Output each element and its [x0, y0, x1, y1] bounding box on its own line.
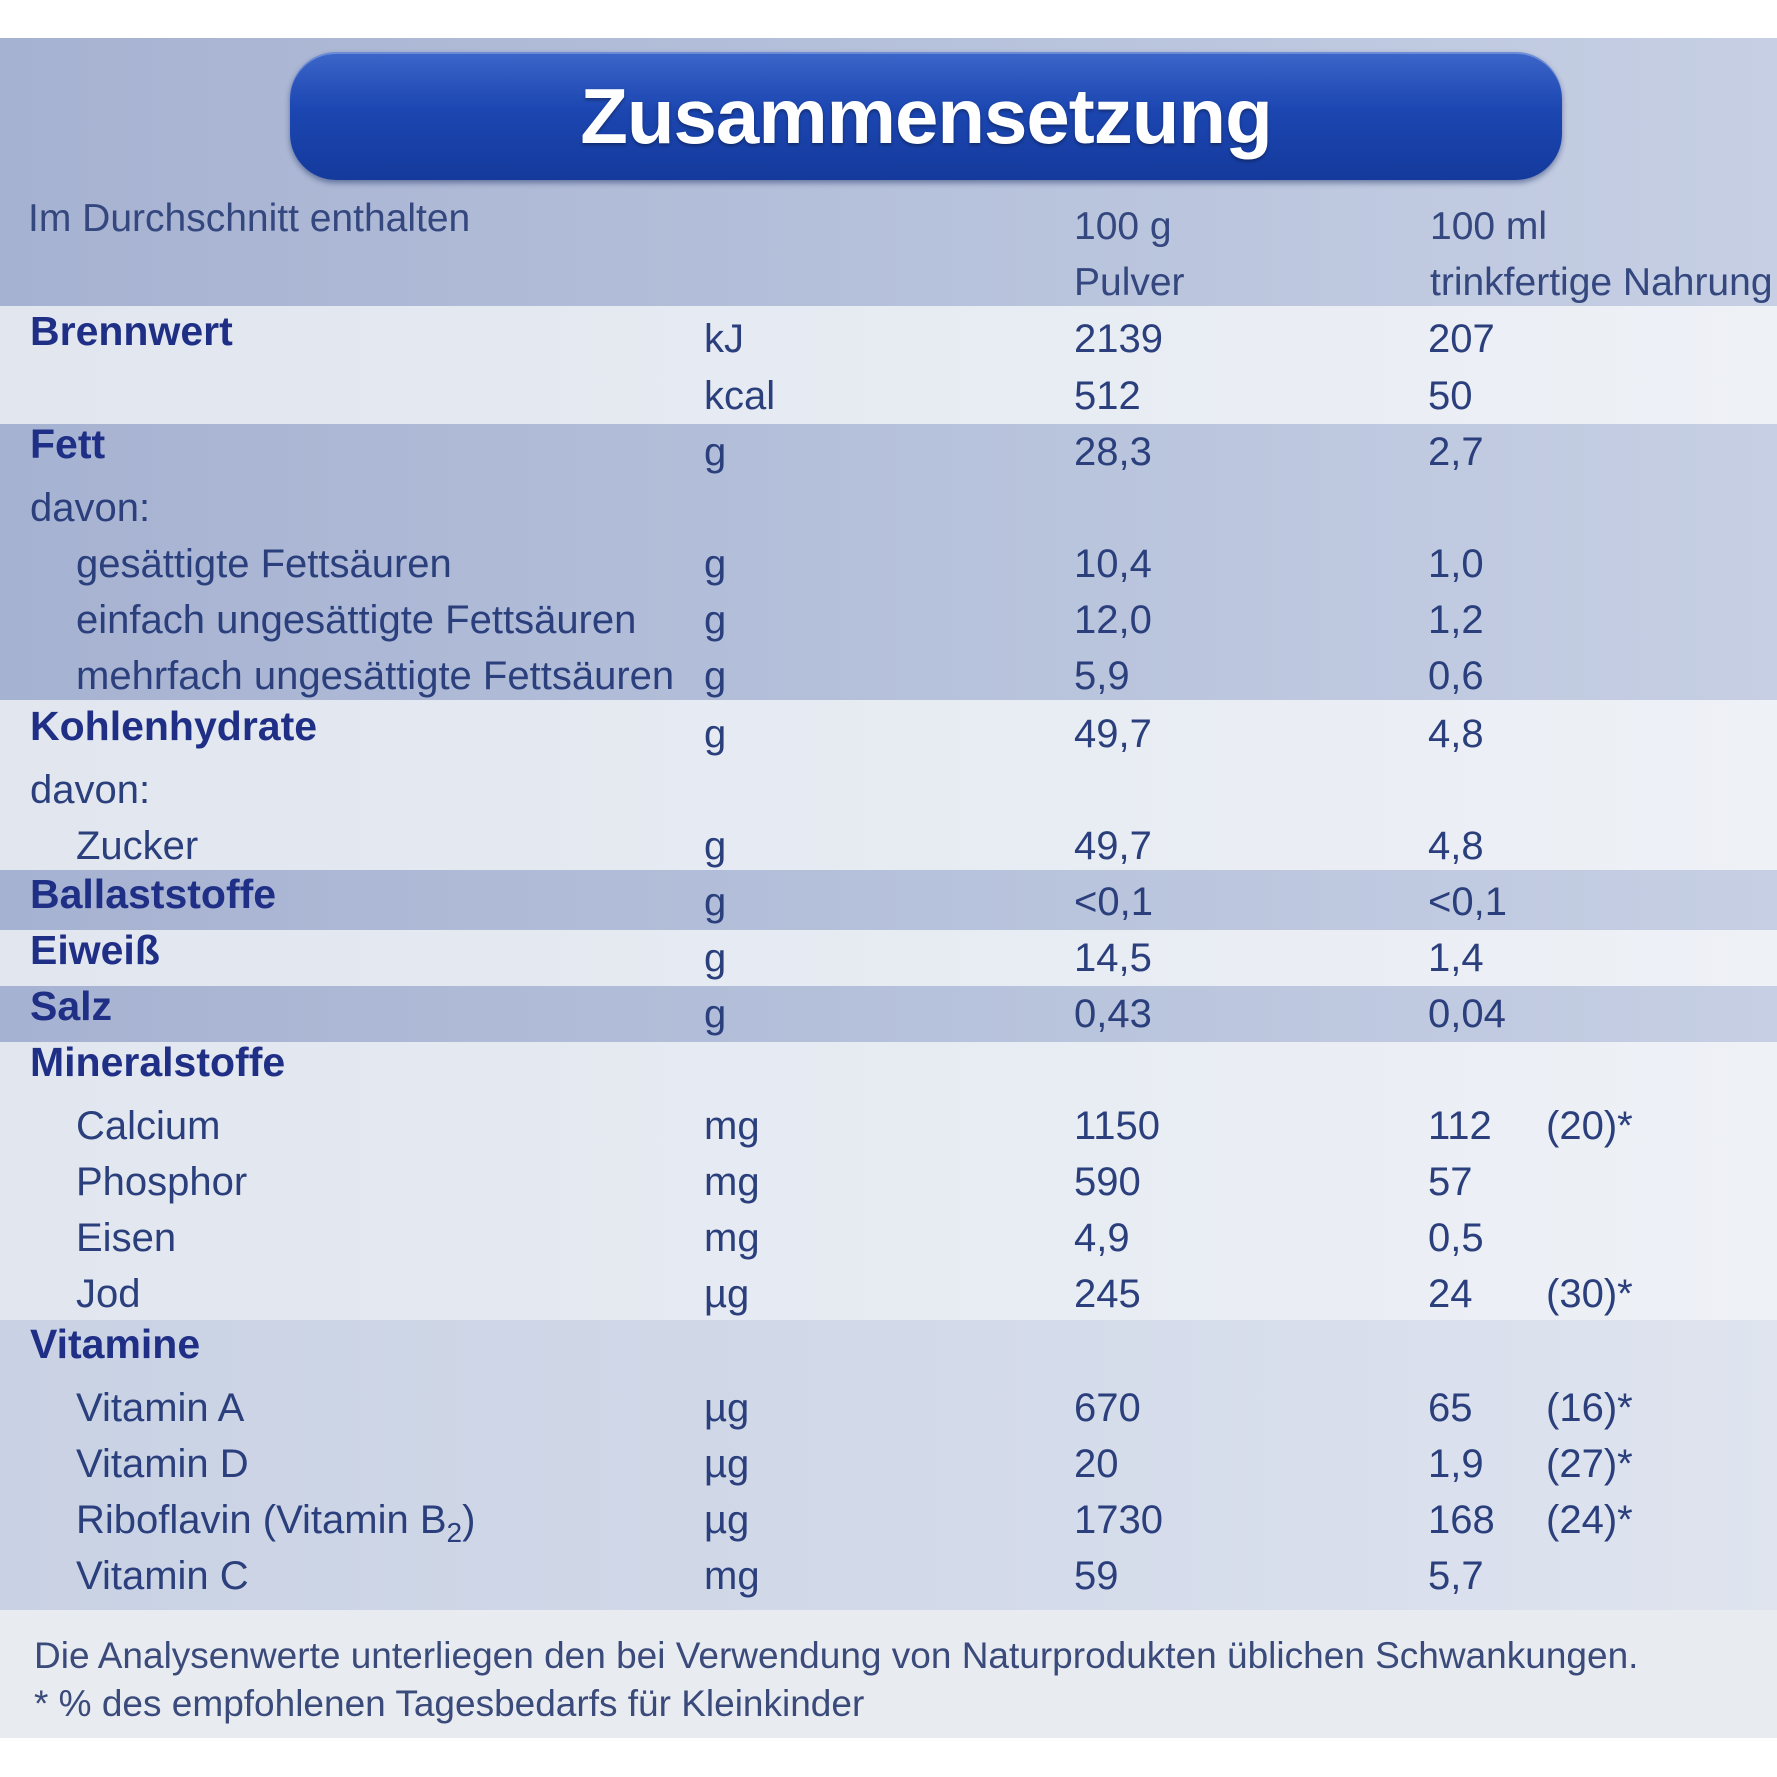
daily-value-percent: (16)*	[1546, 1386, 1633, 1430]
value-per-100g: <0,1	[1074, 880, 1153, 924]
value-per-100g: 14,5	[1074, 936, 1152, 980]
header-ready-amount: 100 ml	[1430, 205, 1548, 248]
nutrient-unit: g	[704, 654, 727, 698]
nutrient-name: Eisen	[76, 1216, 177, 1260]
value-per-100ml: 5,7	[1428, 1554, 1484, 1598]
nutrient-unit: µg	[704, 1498, 750, 1542]
nutrient-unit: g	[704, 992, 727, 1036]
nutrient-name: einfach ungesättigte Fettsäuren	[76, 598, 637, 642]
nutrient-unit: g	[704, 430, 727, 474]
nutrient-unit: kcal	[704, 374, 776, 418]
nutrient-unit: mg	[704, 1554, 760, 1598]
nutrient-unit: g	[704, 542, 727, 586]
value-per-100ml: 0,04	[1428, 992, 1506, 1036]
value-per-100g: 49,7	[1074, 712, 1152, 756]
nutrient-name: Vitamin D	[76, 1442, 249, 1486]
nutrient-unit: g	[704, 880, 727, 924]
header-ready-label: trinkfertige Nahrung	[1430, 261, 1773, 304]
value-per-100ml: 1,4	[1428, 936, 1484, 980]
nutrient-name: Vitamin A	[76, 1386, 245, 1430]
value-per-100g: 590	[1074, 1160, 1141, 1204]
nutrient-name-text: Riboflavin (Vitamin B	[76, 1498, 447, 1542]
header-powder-label: Pulver	[1074, 261, 1185, 304]
value-per-100ml: 207	[1428, 317, 1495, 361]
value-per-100ml: 168	[1428, 1498, 1495, 1542]
value-per-100g: 5,9	[1074, 654, 1130, 698]
value-per-100g: 28,3	[1074, 430, 1152, 474]
nutrient-name: davon:	[30, 768, 151, 812]
band-vitamins	[0, 1320, 1777, 1610]
daily-value-percent: (27)*	[1546, 1442, 1633, 1486]
footnote-variance: Die Analysenwerte unterliegen den bei Verwendung von Naturprodukten üblichen Schwankungen.	[34, 1635, 1639, 1676]
value-per-100ml: 24	[1428, 1272, 1473, 1316]
nutrient-unit: g	[704, 936, 727, 980]
nutrient-name: Eiweiß	[30, 927, 160, 973]
header-powder-amount: 100 g	[1074, 205, 1172, 248]
nutrient-name: Ballaststoffe	[30, 871, 277, 917]
value-per-100ml: <0,1	[1428, 880, 1507, 924]
footnote-daily-value: * % des empfohlenen Tagesbedarfs für Kleinkinder	[34, 1683, 865, 1724]
value-per-100g: 2139	[1074, 317, 1163, 361]
nutrient-name-subscript: 2	[446, 1517, 463, 1548]
nutrient-unit: µg	[704, 1386, 750, 1430]
nutrient-name: mehrfach ungesättigte Fettsäuren	[76, 654, 675, 698]
value-per-100g: 245	[1074, 1272, 1141, 1316]
value-per-100g: 20	[1074, 1442, 1119, 1486]
nutrient-name: Jod	[76, 1272, 141, 1316]
nutrient-unit: kJ	[704, 317, 744, 361]
nutrient-name: davon:	[30, 486, 151, 530]
value-per-100ml: 2,7	[1428, 430, 1484, 474]
value-per-100ml: 50	[1428, 374, 1473, 418]
value-per-100g: 1150	[1074, 1104, 1161, 1148]
value-per-100g: 1730	[1074, 1498, 1163, 1542]
nutrient-name: Vitamine	[30, 1321, 201, 1367]
header-label: Im Durchschnitt enthalten	[28, 197, 471, 240]
nutrient-name: gesättigte Fettsäuren	[76, 542, 452, 586]
nutrient-unit: µg	[704, 1442, 750, 1486]
nutrient-name	[76, 1496, 475, 1557]
value-per-100ml: 65	[1428, 1386, 1473, 1430]
band-protein	[0, 930, 1777, 986]
daily-value-percent: (30)*	[1546, 1272, 1633, 1316]
value-per-100g: 49,7	[1074, 824, 1152, 868]
value-per-100ml: 57	[1428, 1160, 1473, 1204]
daily-value-percent: (20)*	[1546, 1104, 1633, 1148]
value-per-100ml: 1,2	[1428, 598, 1484, 642]
nutrient-name: Brennwert	[30, 308, 233, 354]
nutrient-name: Mineralstoffe	[30, 1039, 286, 1085]
nutrient-name: Vitamin C	[76, 1554, 249, 1598]
daily-value-percent: (24)*	[1546, 1498, 1633, 1542]
value-per-100ml: 1,0	[1428, 542, 1484, 586]
value-per-100g: 0,43	[1074, 992, 1152, 1036]
value-per-100g: 59	[1074, 1554, 1119, 1598]
nutrient-unit: µg	[704, 1272, 750, 1316]
band-energy	[0, 306, 1777, 424]
nutrient-name-tail: )	[462, 1498, 476, 1542]
nutrient-name: Fett	[30, 421, 106, 467]
value-per-100g: 4,9	[1074, 1216, 1130, 1260]
value-per-100ml: 0,5	[1428, 1216, 1484, 1260]
nutrient-name: Kohlenhydrate	[30, 703, 318, 749]
nutrient-unit: mg	[704, 1104, 760, 1148]
value-per-100ml: 0,6	[1428, 654, 1484, 698]
nutrient-name: Salz	[30, 983, 113, 1029]
nutrient-name: Calcium	[76, 1104, 221, 1148]
value-per-100g: 512	[1074, 374, 1141, 418]
band-salt	[0, 986, 1777, 1042]
value-per-100g: 10,4	[1074, 542, 1152, 586]
nutrient-unit: mg	[704, 1160, 760, 1204]
value-per-100g: 12,0	[1074, 598, 1152, 642]
nutrient-name: Zucker	[76, 824, 199, 868]
value-per-100ml: 4,8	[1428, 824, 1484, 868]
value-per-100ml: 4,8	[1428, 712, 1484, 756]
value-per-100ml: 1,9	[1428, 1442, 1484, 1486]
nutrient-unit: g	[704, 712, 727, 756]
nutrient-unit: g	[704, 598, 727, 642]
nutrient-unit: mg	[704, 1216, 760, 1260]
nutrient-unit: g	[704, 824, 727, 868]
value-per-100g: 670	[1074, 1386, 1141, 1430]
value-per-100ml: 112	[1428, 1104, 1492, 1148]
nutrient-name: Phosphor	[76, 1160, 248, 1204]
page-title: Zusammensetzung	[580, 72, 1272, 160]
